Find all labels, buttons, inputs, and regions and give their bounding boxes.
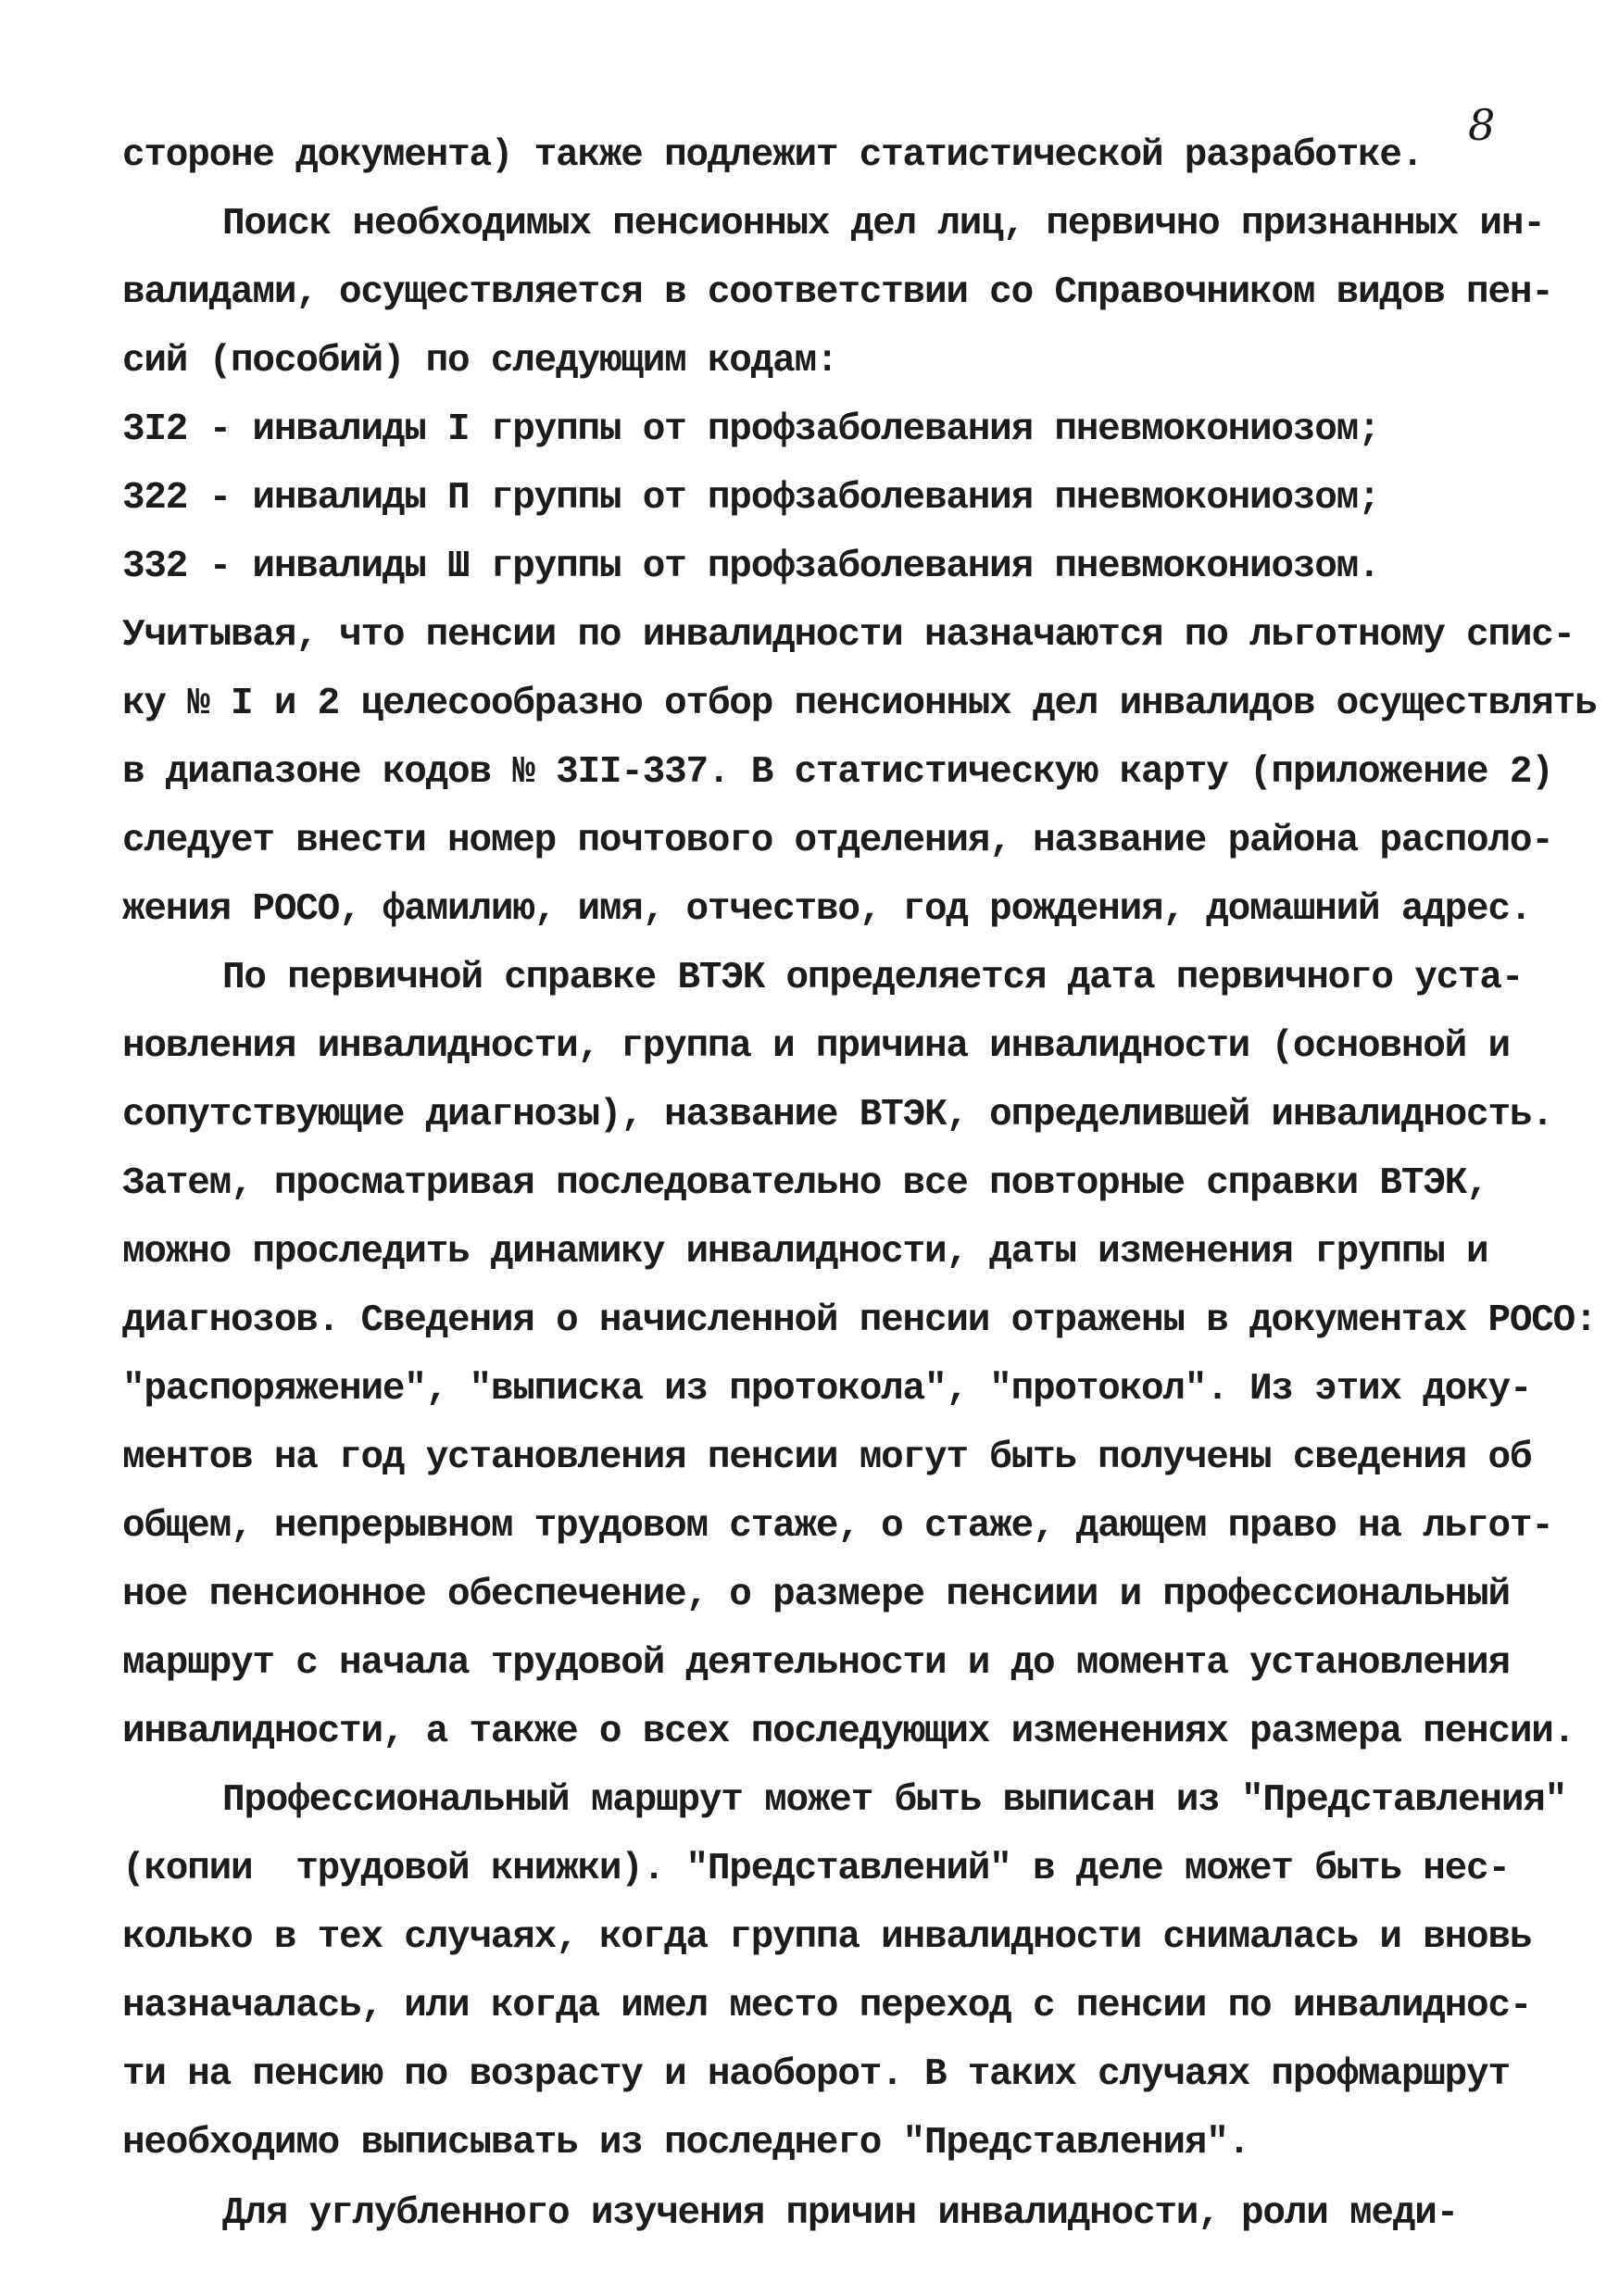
text-line: Для углубленного изучения причин инвалидности, роли меди- (222, 2192, 1459, 2235)
text-line: "распоряжение", "выписка из протокола", "протокол". Из этих доку- (122, 1368, 1532, 1411)
text-line: ное пенсионное обеспечение, о размере пенсиии и профессиональный (122, 1574, 1510, 1616)
text-line: Учитывая, что пенсии по инвалидности назначаются по льготному спис- (122, 614, 1575, 657)
page-number: 8 (1468, 100, 1496, 150)
text-line: сий (пособий) по следующим кодам: (122, 340, 838, 383)
text-line: По первичной справке ВТЭК определяется дата первичного уста- (222, 957, 1524, 999)
text-line: необходимо выписывать из последнего "Представления". (122, 2122, 1250, 2164)
text-line: ку № I и 2 целесообразно отбор пенсионных дел инвалидов осуществлять (122, 683, 1597, 725)
text-line: диагнозов. Сведения о начисленной пенсии отражены в документах РОСО: (122, 1299, 1597, 1342)
text-line: валидами, осуществляется в соответствии со Справочником видов пен- (122, 271, 1553, 314)
text-line: Затем, просматривая последовательно все повторные справки ВТЭК, (122, 1162, 1488, 1205)
text-line: новления инвалидности, группа и причина инвалидности (основной и (122, 1025, 1510, 1068)
text-line: маршрут с начала трудовой деятельности и до момента установления (122, 1642, 1510, 1685)
text-line: сопутствующие диагнозы), название ВТЭК, определившей инвалидность. (122, 1094, 1553, 1136)
text-line: можно проследить динамику инвалидности, даты изменения группы и (122, 1231, 1488, 1273)
text-line: (копии трудовой книжки). "Представлений" в деле может быть нес- (122, 1848, 1510, 1890)
text-line: ментов на год установления пенсии могут быть получены сведения об (122, 1437, 1532, 1479)
text-line: общем, непрерывном трудовом стаже, о стаже, дающем право на льгот- (122, 1505, 1553, 1548)
text-line: 3I2 - инвалиды I группы от профзаболевания пневмокониозом; (122, 408, 1380, 451)
text-line: стороне документа) также подлежит статистической разработке. (122, 134, 1424, 177)
text-line: 322 - инвалиды П группы от профзаболевания пневмокониозом; (122, 477, 1380, 520)
text-line: ти на пенсию по возрасту и наоборот. В таких случаях профмаршрут (122, 2053, 1510, 2096)
text-line: инвалидности, а также о всех последующих изменениях размера пенсии. (122, 1711, 1575, 1753)
text-line: колько в тех случаях, когда группа инвалидности снималась и вновь (122, 1916, 1532, 1959)
text-line: в диапазоне кодов № 3II-337. В статистическую карту (приложение 2) (122, 751, 1553, 794)
text-line: 332 - инвалиды Ш группы от профзаболевания пневмокониозом. (122, 546, 1380, 588)
text-line: Поиск необходимых пенсионных дел лиц, первично признанных ин- (222, 203, 1545, 245)
text-line: назначалась, или когда имел место переход с пенсии по инвалиднос- (122, 1985, 1532, 2027)
text-line: Профессиональный маршрут может быть выписан из "Представления" (222, 1779, 1567, 1822)
text-line: жения РОСО, фамилию, имя, отчество, год рождения, домашний адрес. (122, 888, 1532, 931)
text-line: следует внести номер почтового отделения, название района располо- (122, 820, 1553, 862)
